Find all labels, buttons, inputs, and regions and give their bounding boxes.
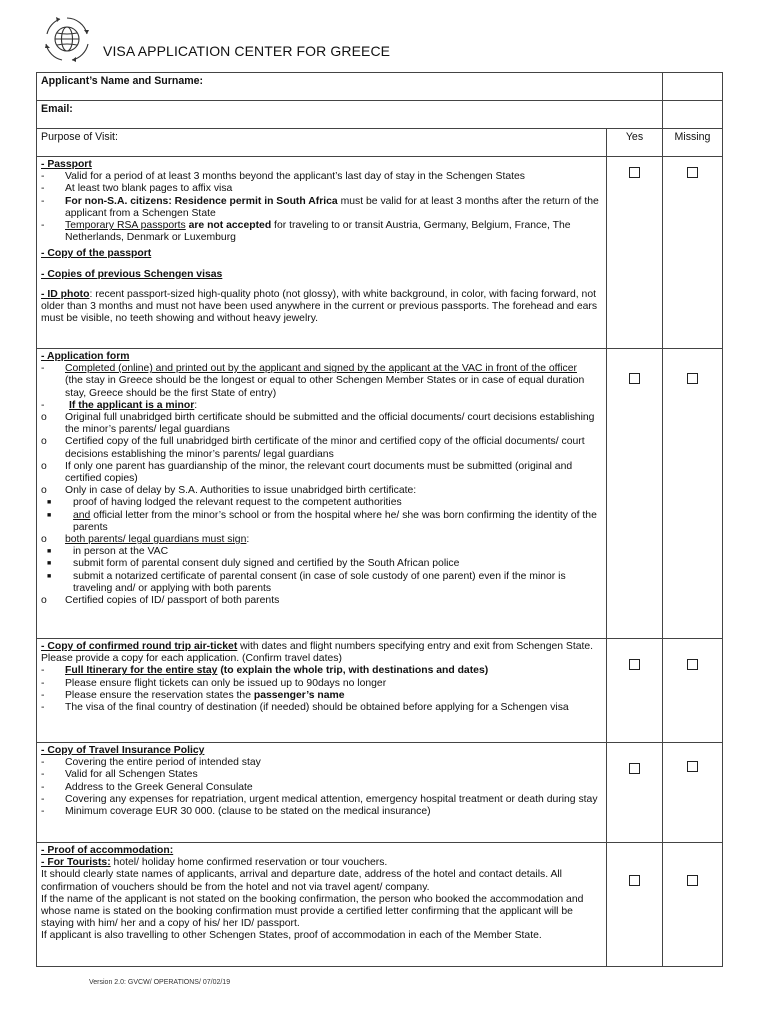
insurance-missing-checkbox[interactable] [687, 761, 698, 772]
copy-passport-item: - Copy of the passport [41, 248, 152, 260]
visa-checklist-table [36, 72, 723, 967]
list-item: o If only one parent has guardianship of the minor, the relevant court documents must be submitted (original and certified copies) [41, 461, 602, 485]
list-item: - Minimum coverage EUR 30 000. (clause to be stated on the medical insurance) [41, 806, 602, 818]
list-item: - Valid for all Schengen States [41, 769, 602, 781]
application-missing-checkbox[interactable] [687, 373, 698, 384]
accommodation-paragraph: It should clearly state names of applicants, arrival and departure date, address of the hotel and contact details. All confirmation of vouchers should be from the hotel and not via travel agent/ company. [41, 869, 562, 893]
list-item: - At least two blank pages to affix visa [41, 183, 602, 195]
accommodation-section [37, 843, 723, 967]
list-item: - The visa of the final country of destination (if needed) should be obtained before applying for a Schengen visa [41, 702, 602, 714]
application-list [41, 363, 602, 607]
list-item: - Temporary RSA passports are not accepted for traveling to or transit Austria, Germany, Belgium, France, The Netherlands, Denmark or Luxemburg [41, 220, 602, 244]
id-photo-item: - ID photo: recent passport-sized high-quality photo (not glossy), with white background, in color, with facing forward, not older than 3 months and must not have been used anywhere in the current or previous passports. The forehead and ears must be visible, no teeth showing and without heavy jewelry. [41, 288, 598, 325]
list-item: - Valid for a period of at least 3 months beyond the applicant’s last day of stay in the Schengen States [41, 171, 602, 183]
list-item: - Covering any expenses for repatriation, urgent medical attention, emergency hospital treatment or death during stay [41, 794, 602, 806]
accommodation-paragraph: If the name of the applicant is not stated on the booking confirmation, the person who booked the accommodation and whose name is stated on the booking confirmation must provide a certified letter confirming that the applicant will be staying with him/ her and a copy of his/ her ID/ passport. [41, 893, 584, 930]
tourists-line: - For Tourists: hotel/ holiday home confirmed reservation or tour vouchers. [41, 857, 388, 869]
list-item: o Only in case of delay by S.A. Authorities to issue unabridged birth certificate: [41, 485, 602, 497]
list-item: - Please ensure flight tickets can only be issued up to 90days no longer [41, 678, 602, 690]
yes-column-header: Yes [607, 129, 663, 157]
application-yes-checkbox[interactable] [629, 373, 640, 384]
list-item: - Full Itinerary for the entire stay (to explain the whole trip, with destinations and dates) [41, 665, 602, 677]
application-title: - Application form [41, 351, 130, 362]
list-item: ■ submit form of parental consent duly signed and certified by the South African police [41, 558, 602, 570]
list-item: - For non-S.A. citizens: Residence permit in South Africa must be valid for at least 3 months after the return of the applicant from a Schengen State [41, 196, 602, 220]
applicant-name-field[interactable]: Applicant’s Name and Surname: [37, 73, 663, 101]
insurance-yes-checkbox[interactable] [629, 763, 640, 774]
ticket-missing-checkbox[interactable] [687, 659, 698, 670]
ticket-list [41, 665, 602, 714]
list-item: o Certified copy of the full unabridged birth certificate of the minor and certified copy of the official documents/ court decisions establishing the minor’s parents/ legal guardians [41, 436, 602, 460]
purpose-field[interactable]: Purpose of Visit: [37, 129, 607, 157]
accommodation-title: - Proof of accommodation: [41, 845, 174, 856]
list-item: o Certified copies of ID/ passport of both parents [41, 595, 602, 607]
email-extra [663, 101, 723, 129]
ticket-yes-checkbox[interactable] [629, 659, 640, 670]
ticket-section [37, 639, 723, 743]
list-item: - If the applicant is a minor: [41, 400, 602, 412]
missing-column-header: Missing [663, 129, 723, 157]
list-item: ■ in person at the VAC [41, 546, 602, 558]
list-item: - Covering the entire period of intended stay [41, 757, 602, 769]
email-field[interactable]: Email: [37, 101, 663, 129]
accommodation-missing-checkbox[interactable] [687, 875, 698, 886]
passport-yes-checkbox[interactable] [629, 167, 640, 178]
list-item: - Completed (online) and printed out by the applicant and signed by the applicant at the VAC in front of the officer (the stay in Greece should be the longest or equal to other Schengen Member States or in case of equal duration stay, Greece should be the first State of entry) [41, 363, 602, 400]
list-item: ■ submit a notarized certificate of parental consent (in case of sole custody of one parent) even if the minor is traveling and/ or applying with both parents [41, 571, 602, 595]
passport-list [41, 171, 602, 244]
list-item: - Address to the Greek General Consulate [41, 782, 602, 794]
version-footer: Version 2.0: GVCW/ OPERATIONS/ 07/02/19 [89, 979, 231, 986]
list-item: - Please ensure the reservation states the passenger’s name [41, 690, 602, 702]
list-item: o Original full unabridged birth certificate should be submitted and the official documents/ court decisions establishing the minor’s parents/ legal guardians [41, 412, 602, 436]
applicant-name-extra [663, 73, 723, 101]
application-section [37, 349, 723, 639]
passport-missing-checkbox[interactable] [687, 167, 698, 178]
accommodation-yes-checkbox[interactable] [629, 875, 640, 886]
list-item: ■ proof of having lodged the relevant request to the competent authorities [41, 497, 602, 509]
document-title: VISA APPLICATION CENTER FOR GREECE [103, 43, 391, 59]
passport-title: - Passport [41, 159, 92, 170]
insurance-list [41, 757, 602, 818]
list-item: o both parents/ legal guardians must sign: [41, 534, 602, 546]
accommodation-paragraph: If applicant is also travelling to other Schengen States, proof of accommodation in each of the Member State. [41, 930, 542, 942]
insurance-title: - Copy of Travel Insurance Policy [41, 745, 205, 756]
passport-section [37, 157, 723, 349]
list-item: ■ and official letter from the minor’s school or from the hospital where he/ she was born confirming the identity of the parents [41, 510, 602, 534]
ticket-title: - Copy of confirmed round trip air-ticket with dates and flight numbers specifying entry and exit from Schengen State. Please provide a copy for each application. (Confirm travel dates) [41, 641, 594, 665]
copies-schengen-item: - Copies of previous Schengen visas [41, 268, 223, 280]
insurance-section [37, 743, 723, 843]
globe-arrows-icon [42, 14, 92, 64]
